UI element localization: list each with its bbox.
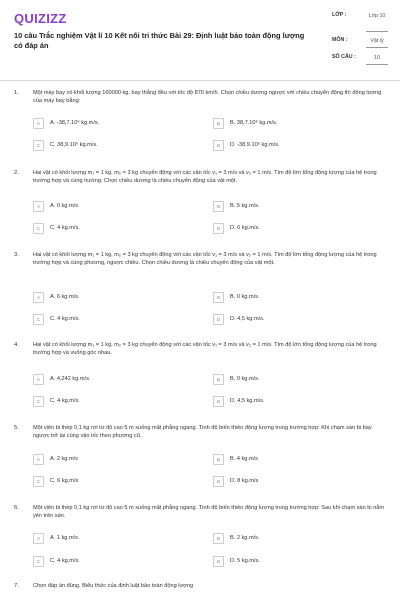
option-letter: D (213, 140, 224, 151)
question-3-text: Hai vật có khối lượng m₁ = 1 kg, m₂ = 3 kg chuyển động với các vận tốc v₁ = 3 m/s và v₂ = 1 m/s. Tìm độ lớn tổng động lượng của hệ trong trường hợp và cùng phương, ngược chiều. Chọn chiều dương là chiều chuyển động của vật một. (33, 252, 377, 267)
option-letter: C (33, 140, 44, 151)
meta-count-value: 10 (374, 55, 380, 61)
question-1-number: 1. (14, 90, 19, 96)
question-4-number: 4. (14, 342, 19, 348)
option-letter: D (213, 223, 224, 234)
meta-subject-label: MÔN : (332, 37, 348, 43)
option-text: C. 4 kg.m/s. (50, 225, 80, 231)
option-letter: D (213, 314, 224, 325)
option-text: D. 4,5 kg.m/s. (230, 316, 265, 322)
meta-class-label: LỚP : (332, 12, 347, 18)
option-letter: B (213, 201, 224, 212)
question-7-number: 7. (14, 583, 19, 589)
option-text: A. 1 kg.m/s. (50, 535, 80, 541)
option-text: C. 38,9.10⁶ kg.m/s. (50, 142, 98, 148)
question-6-number: 6. (14, 505, 19, 511)
option-text: B. 38,7.10⁶ kg.m/s. (230, 120, 278, 126)
question-5-number: 5. (14, 425, 19, 431)
meta-class (332, 12, 390, 37)
meta-count (332, 54, 390, 66)
question-6-text: Một viên bi thép 0,1 kg rơi từ độ cao 5 m xuống mặt phẳng ngang. Tính độ biến thiên động lượng trong trường hợp: Sau khi chạm sàn bi nằm yên trên sàn. (33, 505, 385, 520)
option-text: A. 0 kg.m/s. (50, 203, 80, 209)
option-letter: C (33, 556, 44, 567)
option-letter: A (33, 374, 44, 385)
option-text: A. 4,242 kg.m/s. (50, 376, 91, 382)
meta-class-value: Lớp 10 (368, 13, 386, 19)
option-text: B. 4 kg.m/s (230, 456, 258, 462)
option-letter: B (213, 292, 224, 303)
option-letter: D (213, 476, 224, 487)
option-letter: A (33, 201, 44, 212)
option-letter: C (33, 476, 44, 487)
question-2-number: 2. (14, 170, 19, 176)
option-text: B. 2 kg.m/s. (230, 535, 260, 541)
option-letter: A (33, 292, 44, 303)
option-letter: A (33, 118, 44, 129)
option-letter: B (213, 374, 224, 385)
option-text: C. 4 kg.m/s. (50, 316, 80, 322)
option-text: B. 0 kg.m/s. (230, 376, 260, 382)
question-7-text: Chọn đáp án đúng. Biểu thức của định luật bảo toàn động lượng (33, 583, 194, 589)
question-5-text: Một viên bi thép 0,1 kg rơi từ độ cao 5 m xuống mặt phẳng ngang. Tính độ biến thiên động lượng trong trường hợp: Khi chạm sàn bi bay ngược trở lại cùng vận tốc theo phương cũ. (33, 425, 372, 440)
option-text: B. 0 kg.m/s. (230, 294, 260, 300)
option-text: D. 5 kg.m/s. (230, 558, 260, 564)
option-text: D. 8 kg.m/s (230, 478, 259, 484)
option-letter: C (33, 314, 44, 325)
meta-subject (332, 37, 390, 54)
option-text: B. 5 kg.m/s. (230, 203, 260, 209)
option-text: D. -38,9.10⁶ kg.m/s. (230, 142, 280, 148)
option-text: A. 2 kg.m/s (50, 456, 78, 462)
meta-divider (366, 47, 388, 48)
option-text: A. -38,7.10⁶ kg.m/s. (50, 120, 100, 126)
meta-divider (366, 31, 388, 32)
option-letter: C (33, 396, 44, 407)
option-text: A. 6 kg.m/s. (50, 294, 80, 300)
option-letter: B (213, 454, 224, 465)
option-text: D. 4,5 kg.m/s. (230, 398, 265, 404)
option-letter: B (213, 533, 224, 544)
worksheet-title: 10 câu Trắc nghiệm Vật lí 10 Kết nối tri thức Bài 29: Định luật bảo toàn động lượng có đáp án (14, 31, 305, 50)
question-1-text: Một máy bay có khối lượng 160000 kg, bay thẳng đều với tốc độ 870 km/h. Chọn chiều dương ngược với chiều chuyển động thì động lượng của máy bay bằng: (33, 90, 382, 105)
question-4-text: Hai vật có khối lượng m₁ = 1 kg, m₂ = 3 kg chuyển động với các vận tốc v₁ = 3 m/s và v₂ = 1 m/s. Tìm độ lớn tổng động lượng của hệ trong trường hợp và vuông góc nhau. (33, 342, 377, 357)
quizizz-logo: QUIZIZZ (14, 11, 67, 26)
meta-subject-value: Vật lý (370, 38, 384, 44)
option-text: C. 4 kg.m/s. (50, 398, 80, 404)
option-letter: C (33, 223, 44, 234)
question-3-number: 3. (14, 252, 19, 258)
option-text: C. 4 kg.m/s. (50, 558, 80, 564)
meta-count-label: SỐ CÂU : (332, 54, 356, 60)
option-letter: A (33, 454, 44, 465)
question-2-text (33, 169, 385, 186)
option-letter: B (213, 118, 224, 129)
option-text: C. 6 kg.m/s (50, 478, 79, 484)
question-2-body: Hai vật có khối lượng m₁ = 1 kg, m₂ = 3 kg chuyển động với các vận tốc v₁ = 3 m/s và v₂ = 1 m/s. Tìm độ lớn tổng động lượng của hệ trong trường hợp và cùng hướng. Chọn chiều dương là chiều chuyển động của vật một. (33, 170, 377, 185)
option-letter: A (33, 533, 44, 544)
worksheet-meta (332, 12, 390, 66)
meta-divider (366, 64, 388, 65)
option-letter: D (213, 396, 224, 407)
option-letter: D (213, 556, 224, 567)
option-text: D. 6 kg.m/s. (230, 225, 260, 231)
header-divider (0, 80, 400, 81)
